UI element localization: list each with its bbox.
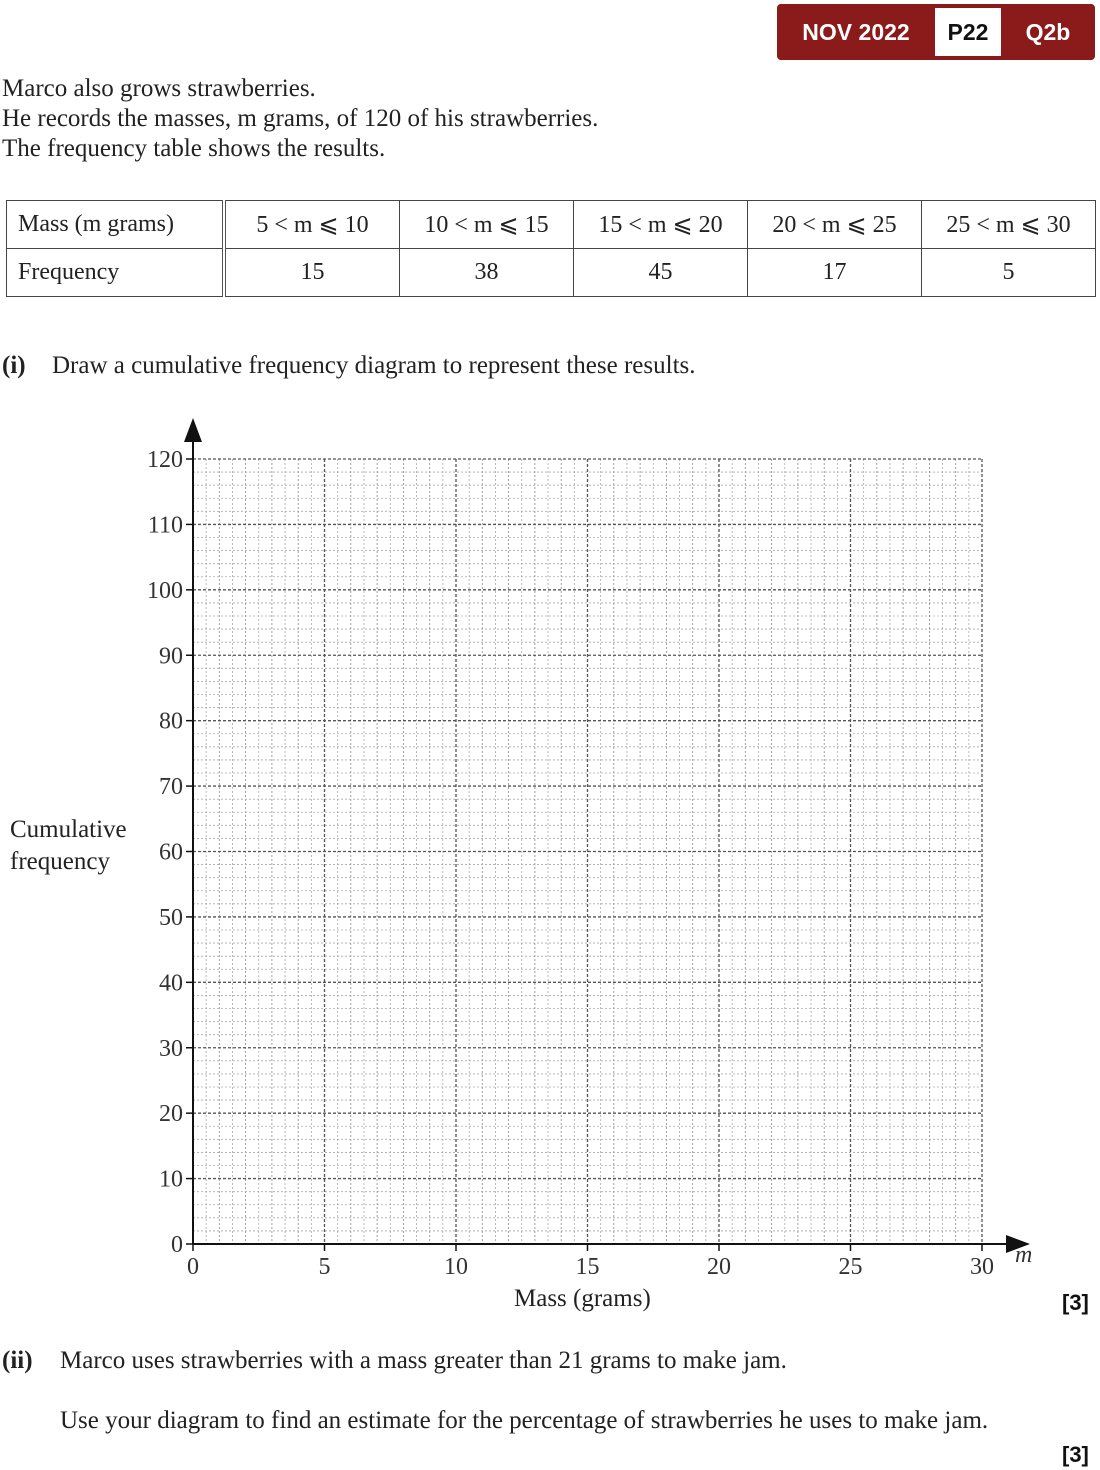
part-ii-instruction: Use your diagram to find an estimate for the percentage of strawberries he uses to make jam. [60,1407,989,1434]
y-tick-label: 20 [159,1101,183,1128]
x-tick-label: 30 [970,1254,994,1280]
exam-session: NOV 2022 [802,18,910,45]
exam-question: Q2b [1025,18,1071,45]
x-tick-label: 15 [575,1254,600,1280]
x-tick-label: 0 [187,1254,199,1280]
y-tick-label: 120 [147,447,183,473]
exam-paper: P22 [935,8,1001,56]
y-tick-label: 80 [159,708,183,735]
table-header-frequency: Frequency [7,249,225,297]
y-tick-label: 50 [159,904,183,931]
part-ii-text: Marco uses strawberries with a mass greater than 21 grams to make jam. [60,1347,787,1374]
y-axis-label-text: Cumulative frequency [10,816,127,875]
table-interval: 25 < m ⩽ 30 [922,201,1096,249]
x-tick-label: 5 [318,1254,331,1280]
table-interval: 15 < m ⩽ 20 [574,201,748,249]
x-tick-label: 10 [444,1254,468,1280]
y-tick-label: 40 [159,970,183,997]
y-axis-arrow [184,418,202,442]
table-interval: 20 < m ⩽ 25 [748,201,922,249]
part-i-marks: [3] [1062,1290,1089,1315]
part-i-text: Draw a cumulative frequency diagram to represent these results. [52,352,696,379]
x-tick-label: 20 [707,1254,731,1280]
x-tick-label: 25 [838,1254,863,1280]
y-tick-label: 110 [147,512,183,539]
part-ii-question [2,1347,787,1375]
table-frequency: 17 [748,249,922,297]
intro-line-3: The frequency table shows the results. [2,135,386,162]
y-tick-label: 0 [171,1232,183,1258]
part-i-number: (i) [2,352,26,379]
x-axis-label: Mass (grams) [514,1285,651,1312]
y-tick-label: 10 [159,1166,183,1193]
y-tick-label: 30 [159,1035,183,1062]
intro-line-1: Marco also grows strawberries. [2,75,316,102]
y-tick-label: 100 [147,577,183,604]
y-axis-label [10,814,140,878]
table-header-mass: Mass (m grams) [7,201,225,249]
y-tick-label: 70 [159,774,183,801]
part-ii-marks: [3] [1062,1442,1089,1467]
table-interval: 10 < m ⩽ 15 [400,201,574,249]
table-frequency: 15 [224,249,400,297]
table-interval: 5 < m ⩽ 10 [224,201,400,249]
y-tick-label: 90 [159,643,183,670]
x-axis-symbol: m [1015,1242,1033,1268]
y-tick-label: 60 [159,839,183,866]
table-frequency: 45 [574,249,748,297]
part-ii-number: (ii) [2,1347,33,1374]
table-frequency: 38 [400,249,574,297]
intro-line-2: He records the masses, m grams, of 120 of his strawberries. [2,105,599,132]
table-frequency: 5 [922,249,1096,297]
axis-ticks [147,447,1032,1280]
